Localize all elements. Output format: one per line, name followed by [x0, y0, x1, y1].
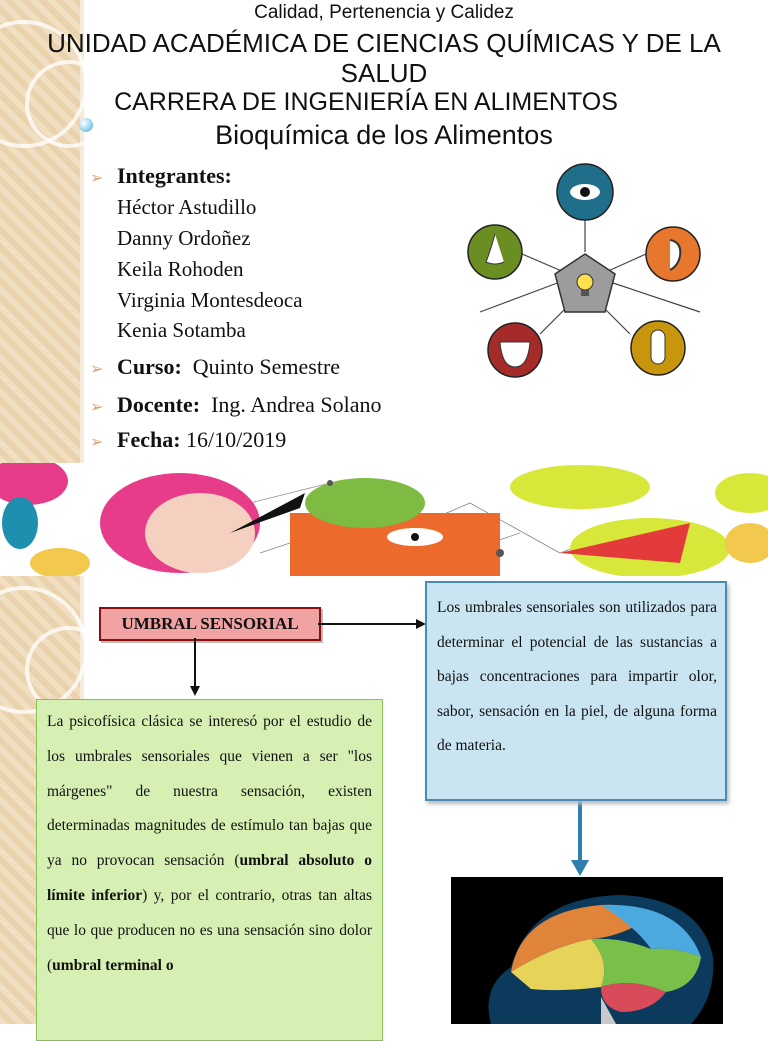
bullet-icon: ➢	[90, 361, 104, 378]
brain-image	[451, 877, 723, 1024]
psicofisica-bold-1: umbral absoluto o límite inferior	[47, 852, 372, 904]
integrante-item: Keila Rohoden	[117, 257, 244, 281]
psicofisica-box	[36, 699, 383, 1041]
integrante-item: Virginia Montesdeoca	[117, 288, 303, 312]
asignatura: Bioquímica de los Alimentos	[215, 120, 553, 150]
title-slide	[0, 0, 768, 463]
bullet-icon: ➢	[90, 399, 104, 416]
umbral-definition-box	[425, 581, 727, 801]
curso-row	[117, 354, 340, 380]
nose-icon	[468, 225, 522, 279]
carrera: CARRERA DE INGENIERÍA EN ALIMENTOS	[114, 88, 618, 116]
curso-value: Quinto Semestre	[192, 354, 341, 379]
ear-icon	[646, 227, 700, 281]
integrante-item: Kenia Sotamba	[117, 318, 246, 342]
eye-icon	[557, 164, 613, 220]
finger-icon	[631, 321, 685, 375]
fecha-label: Fecha:	[117, 427, 181, 452]
umbral-sensorial-title: UMBRAL SENSORIAL	[99, 607, 321, 641]
psicofisica-text	[37, 700, 382, 983]
senses-illustration-banner	[0, 463, 768, 576]
integrantes-label: Integrantes:	[117, 163, 232, 188]
illustration	[0, 463, 768, 576]
psicofisica-text-2: ) y, por el contrario, otras tan altas que lo que producen no es una sensación sino dolor (	[47, 886, 373, 974]
tongue-icon	[488, 323, 542, 377]
integrantes-heading	[117, 163, 232, 189]
psicofisica-text-1: La psicofísica clásica se interesó por el estudio de los umbrales sensoriales que vienen a ser "los márgenes" de nuestra sensación, existen determinadas magnitudes de estímulo tan bajas que ya no provocan sensación (	[47, 713, 372, 870]
docente-value: Ing. Andrea Solano	[211, 392, 382, 417]
bullet-icon: ➢	[90, 434, 104, 451]
unidad-academica: UNIDAD ACADÉMICA DE CIENCIAS QUÍMICAS Y DE LA SALUD	[47, 28, 721, 88]
docente-row	[117, 392, 382, 418]
integrante-item: Danny Ordoñez	[117, 226, 251, 250]
bullet-icon: ➢	[90, 170, 104, 187]
integrante-item: Héctor Astudillo	[117, 195, 257, 219]
tagline: Calidad, Pertenencia y Calidez	[254, 2, 514, 23]
senses-diagram	[460, 162, 720, 384]
fecha-value: 16/10/2019	[186, 427, 287, 452]
umbral-definition-text: Los umbrales sensoriales son utilizados para determinar el potencial de las sustancias a bajas concentraciones para impartir olor, sabor, sensación en la piel, de alguna forma de materia.	[437, 599, 717, 754]
brain-illustration	[451, 877, 723, 1024]
docente-label: Docente:	[117, 392, 201, 417]
psicofisica-bold-2: umbral terminal o	[52, 956, 174, 974]
curso-label: Curso:	[117, 354, 182, 379]
fecha-row	[117, 427, 286, 453]
